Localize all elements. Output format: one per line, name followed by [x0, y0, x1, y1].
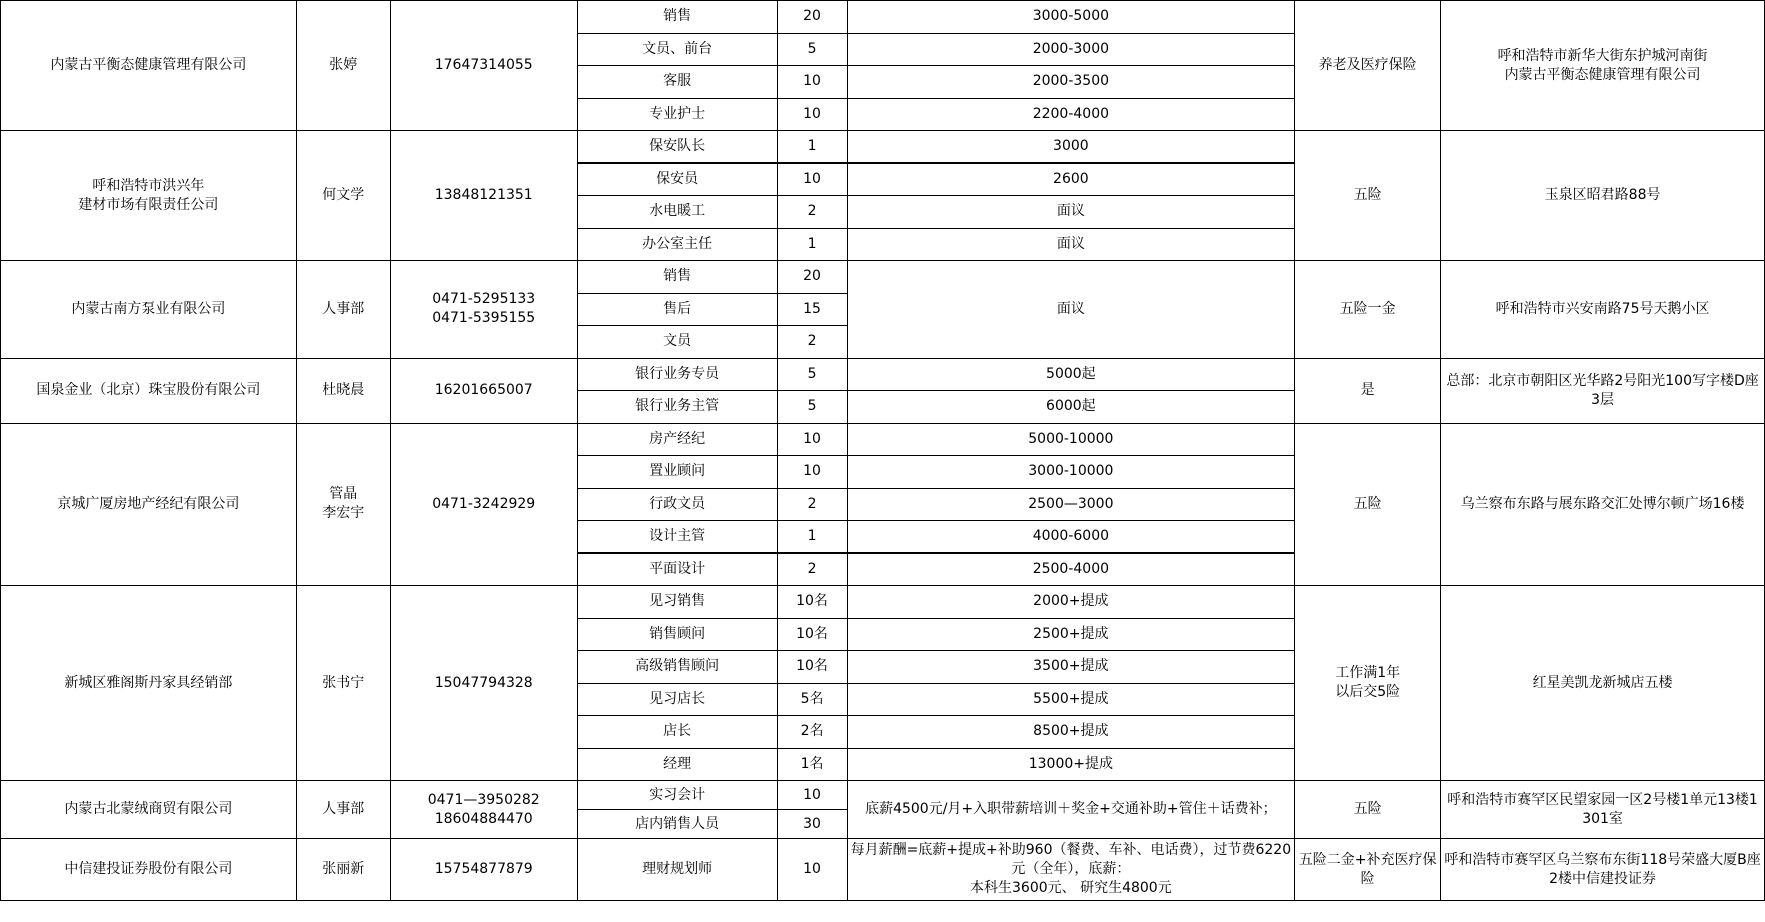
table-row — [1, 261, 1765, 294]
table-row — [1, 131, 1765, 164]
contact-phone: 0471—3950282 18604884470 — [390, 781, 577, 839]
job-title: 理财规划师 — [577, 839, 777, 901]
company-name: 内蒙古北蒙绒商贸有限公司 — [1, 781, 297, 839]
job-salary: 2500-4000 — [847, 553, 1295, 586]
job-salary: 2200-4000 — [847, 98, 1295, 131]
job-salary: 5000起 — [847, 358, 1295, 391]
job-count: 5 — [777, 391, 847, 424]
job-count: 1 — [777, 131, 847, 164]
job-count: 10名 — [777, 618, 847, 651]
job-count: 20 — [777, 261, 847, 294]
contact-person: 张书宁 — [296, 586, 390, 781]
contact-person: 张婷 — [296, 1, 390, 131]
contact-person: 杜晓晨 — [296, 358, 390, 423]
benefits: 五险 — [1295, 423, 1441, 586]
job-title: 见习销售 — [577, 586, 777, 619]
table-row — [1, 586, 1765, 619]
table-row — [1, 839, 1765, 901]
company-address: 总部：北京市朝阳区光华路2号阳光100写字楼D座3层 — [1441, 358, 1765, 423]
company-name: 呼和浩特市洪兴年 建材市场有限责任公司 — [1, 131, 297, 261]
table-row — [1, 781, 1765, 810]
job-salary: 每月薪酬=底薪+提成+补助960（餐费、车补、电话费），过节费6220元（全年），底薪： 本科生3600元、 研究生4800元 — [847, 839, 1295, 901]
company-address: 红星美凯龙新城店五楼 — [1441, 586, 1765, 781]
job-title: 售后 — [577, 293, 777, 326]
job-count: 5 — [777, 358, 847, 391]
job-salary: 2600 — [847, 163, 1295, 196]
job-count: 1 — [777, 228, 847, 261]
job-title: 高级销售顾问 — [577, 651, 777, 684]
job-count: 15 — [777, 293, 847, 326]
contact-person: 张丽新 — [296, 839, 390, 901]
contact-phone: 15754877879 — [390, 839, 577, 901]
job-title: 实习会计 — [577, 781, 777, 810]
job-title: 平面设计 — [577, 553, 777, 586]
job-title: 银行业务主管 — [577, 391, 777, 424]
job-count: 20 — [777, 1, 847, 34]
job-count: 2 — [777, 326, 847, 359]
job-title: 经理 — [577, 748, 777, 781]
job-salary: 3000-10000 — [847, 456, 1295, 489]
job-salary: 3500+提成 — [847, 651, 1295, 684]
table-row — [1, 1, 1765, 34]
job-salary: 3000 — [847, 131, 1295, 164]
job-title: 办公室主任 — [577, 228, 777, 261]
job-count: 10 — [777, 839, 847, 901]
job-title: 销售 — [577, 261, 777, 294]
job-salary: 6000起 — [847, 391, 1295, 424]
job-title: 文员 — [577, 326, 777, 359]
job-title: 店内销售人员 — [577, 810, 777, 839]
benefits: 五险一金 — [1295, 261, 1441, 359]
job-count: 5 — [777, 33, 847, 66]
contact-phone: 0471-5295133 0471-5395155 — [390, 261, 577, 359]
company-name: 中信建投证券股份有限公司 — [1, 839, 297, 901]
company-name: 国泉金业（北京）珠宝股份有限公司 — [1, 358, 297, 423]
job-title: 文员、前台 — [577, 33, 777, 66]
job-count: 10 — [777, 163, 847, 196]
job-count: 10 — [777, 456, 847, 489]
contact-person: 何文学 — [296, 131, 390, 261]
job-salary: 13000+提成 — [847, 748, 1295, 781]
job-count: 10 — [777, 781, 847, 810]
table-row — [1, 358, 1765, 391]
job-count: 10名 — [777, 651, 847, 684]
job-count: 1 — [777, 521, 847, 554]
job-salary: 5000-10000 — [847, 423, 1295, 456]
job-count: 10 — [777, 423, 847, 456]
company-address: 呼和浩特市兴安南路75号天鹅小区 — [1441, 261, 1765, 359]
company-name: 京城广厦房地产经纪有限公司 — [1, 423, 297, 586]
job-title: 置业顾问 — [577, 456, 777, 489]
company-address: 呼和浩特市新华大街东护城河南街 内蒙古平衡态健康管理有限公司 — [1441, 1, 1765, 131]
job-salary: 2000-3000 — [847, 33, 1295, 66]
benefits: 五险 — [1295, 781, 1441, 839]
contact-phone: 13848121351 — [390, 131, 577, 261]
company-address: 呼和浩特市赛罕区民望家园一区2号楼1单元13楼1301室 — [1441, 781, 1765, 839]
job-count: 10名 — [777, 586, 847, 619]
job-count: 1名 — [777, 748, 847, 781]
job-title: 保安员 — [577, 163, 777, 196]
job-count: 2 — [777, 196, 847, 229]
table-row — [1, 423, 1765, 456]
job-count: 2 — [777, 488, 847, 521]
job-salary: 2000+提成 — [847, 586, 1295, 619]
benefits: 养老及医疗保险 — [1295, 1, 1441, 131]
job-title: 客服 — [577, 66, 777, 99]
job-title: 保安队长 — [577, 131, 777, 164]
contact-phone: 17647314055 — [390, 1, 577, 131]
job-title: 店长 — [577, 716, 777, 749]
job-salary: 2500+提成 — [847, 618, 1295, 651]
company-address: 呼和浩特市赛罕区乌兰察布东街118号荣盛大厦B座2楼中信建投证券 — [1441, 839, 1765, 901]
job-count: 5名 — [777, 683, 847, 716]
contact-phone: 0471-3242929 — [390, 423, 577, 586]
job-title: 房产经纪 — [577, 423, 777, 456]
company-address: 乌兰察布东路与展东路交汇处博尔顿广场16楼 — [1441, 423, 1765, 586]
job-count: 2名 — [777, 716, 847, 749]
table-body — [1, 1, 1765, 901]
job-count: 2 — [777, 553, 847, 586]
contact-person: 人事部 — [296, 781, 390, 839]
job-title: 销售顾问 — [577, 618, 777, 651]
job-salary: 5500+提成 — [847, 683, 1295, 716]
company-address: 玉泉区昭君路88号 — [1441, 131, 1765, 261]
job-salary: 4000-6000 — [847, 521, 1295, 554]
job-title: 行政文员 — [577, 488, 777, 521]
job-title: 银行业务专员 — [577, 358, 777, 391]
job-salary: 面议 — [847, 228, 1295, 261]
job-count: 30 — [777, 810, 847, 839]
company-name: 内蒙古平衡态健康管理有限公司 — [1, 1, 297, 131]
company-name: 新城区雅阁斯丹家具经销部 — [1, 586, 297, 781]
benefits: 是 — [1295, 358, 1441, 423]
benefits: 五险二金+补充医疗保险 — [1295, 839, 1441, 901]
job-title: 设计主管 — [577, 521, 777, 554]
job-salary: 3000-5000 — [847, 1, 1295, 34]
job-count: 10 — [777, 98, 847, 131]
contact-person: 管晶 李宏宇 — [296, 423, 390, 586]
job-count: 10 — [777, 66, 847, 99]
job-salary: 2500—3000 — [847, 488, 1295, 521]
job-title: 见习店长 — [577, 683, 777, 716]
job-title: 专业护士 — [577, 98, 777, 131]
job-title: 销售 — [577, 1, 777, 34]
job-salary: 底薪4500元/月+入职带薪培训＋奖金+交通补助+管住＋话费补； — [847, 781, 1295, 839]
job-salary: 面议 — [847, 196, 1295, 229]
company-name: 内蒙古南方泵业有限公司 — [1, 261, 297, 359]
benefits: 工作满1年 以后交5险 — [1295, 586, 1441, 781]
contact-phone: 15047794328 — [390, 586, 577, 781]
job-salary: 面议 — [847, 261, 1295, 359]
benefits: 五险 — [1295, 131, 1441, 261]
job-salary: 8500+提成 — [847, 716, 1295, 749]
contact-person: 人事部 — [296, 261, 390, 359]
job-salary: 2000-3500 — [847, 66, 1295, 99]
contact-phone: 16201665007 — [390, 358, 577, 423]
job-title: 水电暖工 — [577, 196, 777, 229]
